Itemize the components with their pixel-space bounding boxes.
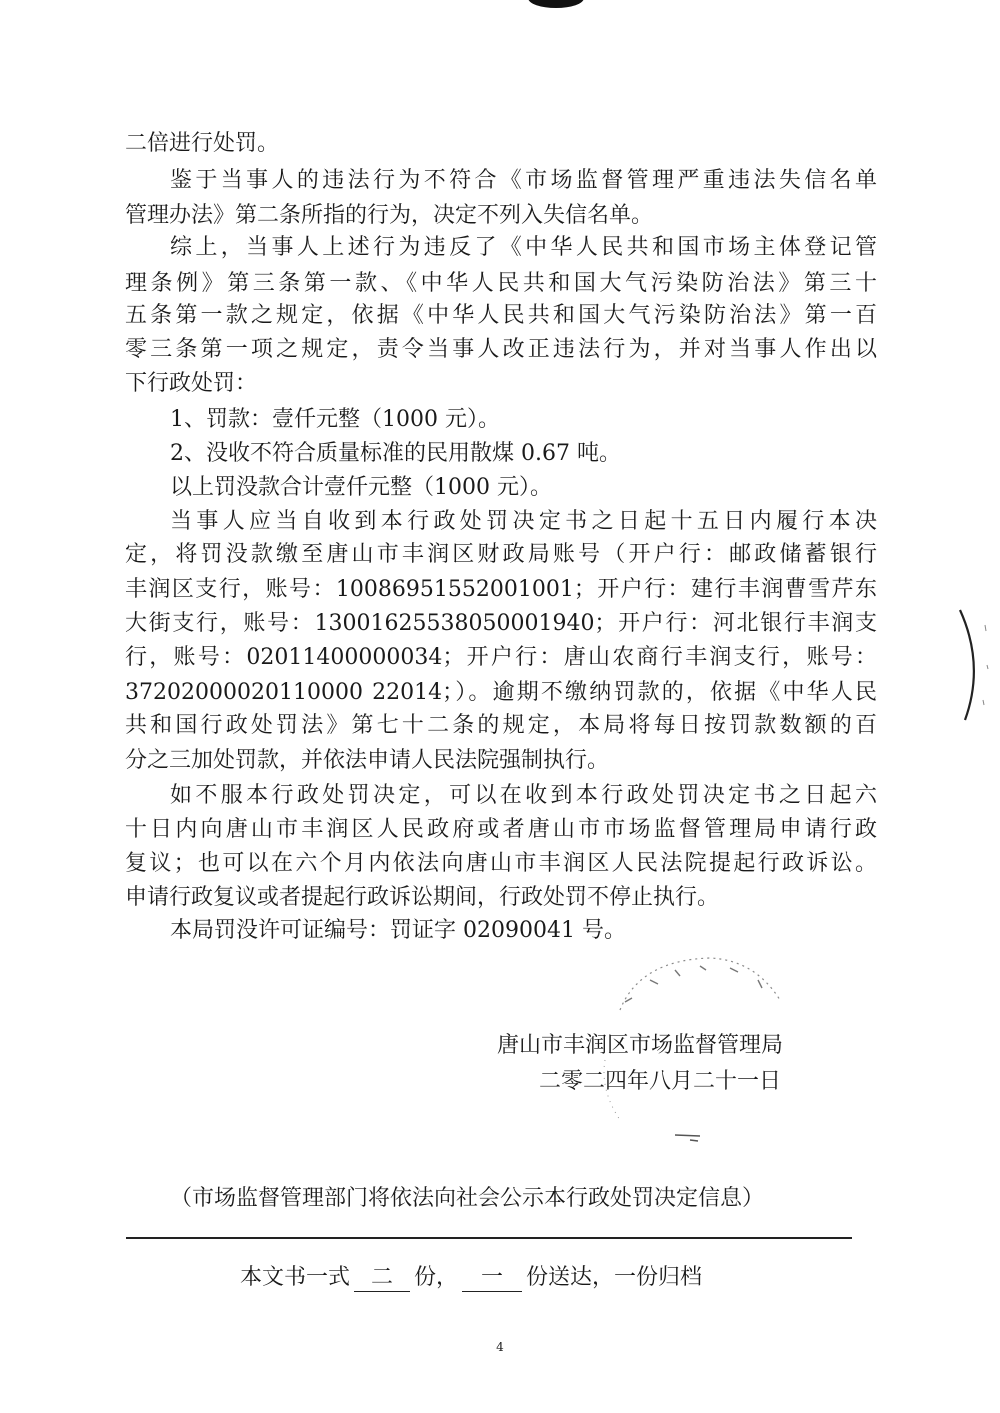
text-line: 行，账号：02011400000034；开户行：唐山农商行丰润支行，账号： [125, 645, 877, 670]
copies-unit: 份， [414, 1265, 459, 1290]
copies-prefix: 本文书一式 [240, 1265, 351, 1290]
text-line: 十日内向唐山市丰润区人民政府或者唐山市市场监督管理局申请行政 [125, 817, 877, 842]
divider-line [126, 1237, 852, 1239]
publicity-notice: （市场监督管理部门将依法向社会公示本行政处罚决定信息） [170, 1186, 765, 1211]
text-line: 当事人应当自收到本行政处罚决定书之日起十五日内履行本决 [170, 509, 877, 534]
binding-mark [955, 605, 995, 725]
text-line: 申请行政复议或者提起行政诉讼期间，行政处罚不停止执行。 [125, 885, 720, 910]
copies-suffix: 份送达，一份归档 [526, 1265, 703, 1290]
text-line: 鉴于当事人的违法行为不符合《市场监督管理严重违法失信名单 [170, 168, 877, 193]
text-line: 复议；也可以在六个月内依法向唐山市丰润区人民法院提起行政诉讼。 [125, 851, 877, 876]
text-line: 分之三加处罚款，并依法申请人民法院强制执行。 [125, 748, 610, 773]
text-line: 丰润区支行，账号：10086951552001001；开户行：建行丰润曹雪芹东 [125, 577, 877, 602]
copies-statement [240, 1262, 702, 1294]
text-line: 理条例》第三条第一款、《中华人民共和国大气污染防治法》第三十 [125, 271, 877, 296]
text-line: 定，将罚没款缴至唐山市丰润区财政局账号（开户行：邮政储蓄银行 [125, 542, 877, 567]
text-line: 零三条第一项之规定，责令当事人改正违法行为，并对当事人作出以 [125, 337, 877, 362]
text-line: 大街支行，账号：13001625538050001940；开户行：河北银行丰润支 [125, 611, 877, 636]
text-line: 共和国行政处罚法》第七十二条的规定，本局将每日按罚款数额的百 [125, 713, 877, 738]
issue-date: 二零二四年八月二十一日 [539, 1069, 782, 1094]
issuer-name: 唐山市丰润区市场监督管理局 [497, 1033, 784, 1058]
text-line: 如不服本行政处罚决定，可以在收到本行政处罚决定书之日起六 [170, 783, 877, 808]
text-line: 本局罚没许可证编号：罚证字 02090041 号。 [170, 918, 626, 943]
copies-served: 一 [462, 1265, 522, 1292]
copies-total: 二 [354, 1265, 410, 1292]
text-line: 下行政处罚： [125, 371, 258, 396]
text-line: 五条第一款之规定，依据《中华人民共和国大气污染防治法》第一百 [125, 303, 877, 328]
text-line: 管理办法》第二条所指的行为，决定不列入失信名单。 [125, 203, 654, 228]
page-number: 4 [496, 1340, 504, 1354]
text-line: 37202000020110000 22014；）。逾期不缴纳罚款的，依据《中华人民 [125, 680, 877, 705]
scan-artifact-top [528, 0, 584, 8]
text-line: 1、罚款：壹仟元整（1000 元）。 [170, 407, 500, 432]
text-line: 2、没收不符合质量标准的民用散煤 0.67 吨。 [170, 441, 621, 466]
text-line: 综上，当事人上述行为违反了《中华人民共和国市场主体登记管 [170, 235, 877, 260]
text-line: 以上罚没款合计壹仟元整（1000 元）。 [170, 475, 552, 500]
text-line: 二倍进行处罚。 [125, 131, 280, 156]
